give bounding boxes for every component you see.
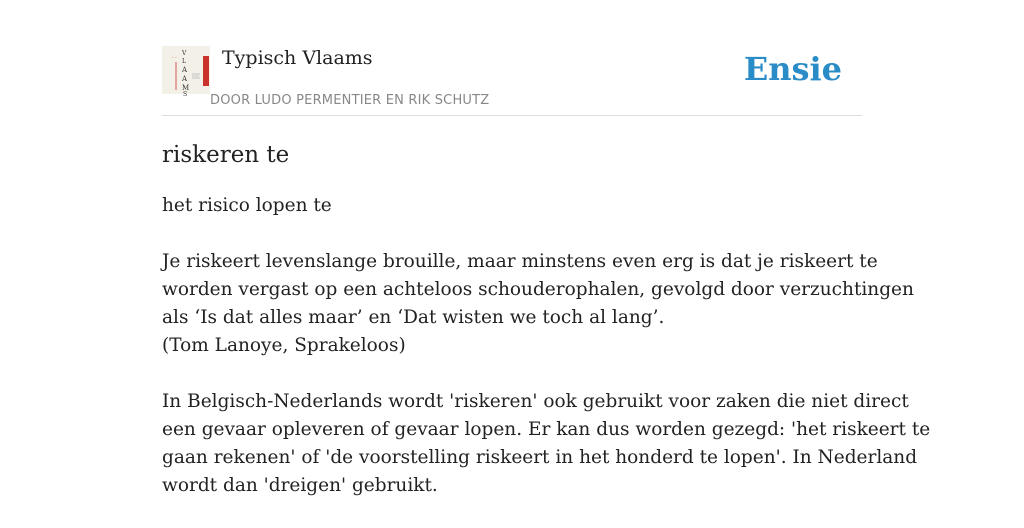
logo-letter: M xyxy=(182,84,190,92)
entry-note xyxy=(162,388,931,500)
note-line: wordt dan 'dreigen' gebruikt. xyxy=(162,475,438,496)
source-header xyxy=(162,46,862,116)
note-line: een gevaar opleveren of gevaar lopen. Er kan dus worden gezegd: 'het riskeert te xyxy=(162,419,931,440)
logo-letter: L xyxy=(182,58,186,65)
source-title[interactable]: Typisch Vlaams xyxy=(222,47,373,69)
logo-letter: A xyxy=(182,66,188,74)
entry-body xyxy=(162,192,931,528)
quote-line: Je riskeert levenslange brouille, maar minstens even erg is dat je riskeert te xyxy=(162,251,878,272)
entry-term: riskeren te xyxy=(162,142,290,168)
quote-line: worden vergast op een achteloos schouderophalen, gevolgd door verzuchtingen xyxy=(162,279,914,300)
quote-line: als ‘Is dat alles maar’ en ‘Dat wisten we toch al lang’. xyxy=(162,307,665,328)
book-cover-icon xyxy=(162,46,210,98)
source-logo[interactable] xyxy=(162,46,210,98)
logo-letter: A xyxy=(182,75,188,83)
logo-letter: S xyxy=(183,91,188,98)
source-byline: DOOR LUDO PERMENTIER EN RIK SCHUTZ xyxy=(210,93,490,108)
svg-text:. .: . . xyxy=(172,54,177,60)
ensie-logo[interactable]: Ensie xyxy=(743,50,842,88)
logo-letter: V xyxy=(182,50,187,57)
note-line: In Belgisch-Nederlands wordt 'riskeren' ook gebruikt voor zaken die niet direct xyxy=(162,391,909,412)
entry-definition: het risico lopen te xyxy=(162,195,332,216)
quote-citation: (Tom Lanoye, Sprakeloos) xyxy=(162,335,406,356)
note-line: gaan rekenen' of 'de voorstelling riskeert in het honderd te lopen'. In Nederland xyxy=(162,447,918,468)
entry-quote xyxy=(162,248,914,360)
